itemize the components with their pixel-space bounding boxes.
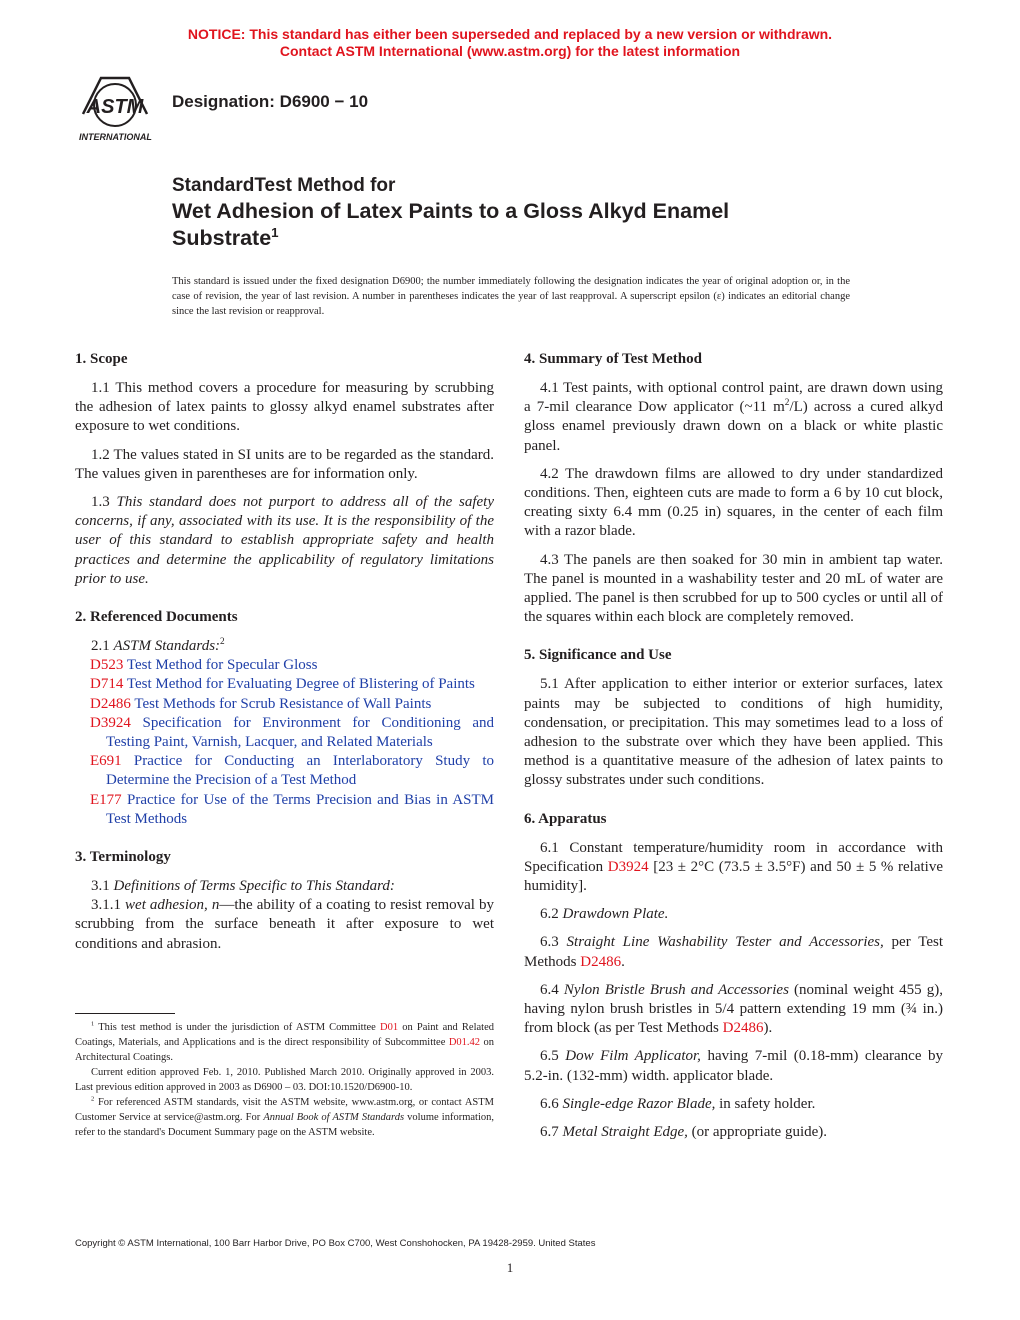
section-significance bbox=[524, 646, 943, 790]
section-referenced-documents bbox=[75, 608, 494, 829]
apparatus-6-1: 6.1 Constant temperature/humidity room in accordance with Specification D3924 [23 ± 2°C (73.5 ± 3.5°F) and 50 ± 5 % relative humidity]. bbox=[524, 839, 943, 895]
scope-1-1: 1.1 This method covers a procedure for measuring by scrubbing the adhesion of latex paints to glossy alkyd enamel substrates after exposure to wet conditions. bbox=[75, 380, 494, 435]
apparatus-6-7: 6.7 Metal Straight Edge, (or appropriate guide). bbox=[540, 1124, 828, 1141]
footnote-1: $^1$ This test method is under the jurisdiction of ASTM Committee D01 on Paint and Related Coatings, Materials, and Applications and is the direct responsibility of Subcommittee D01.42 on Architectural Coatings. bbox=[75, 1020, 494, 1063]
ref-item[interactable]: E177 Practice for Use of the Terms Precision and Bias in ASTM Test Methods bbox=[90, 791, 495, 827]
section-terminology bbox=[75, 848, 494, 954]
ref-item[interactable]: D3924 Specification for Environment for Conditioning and Testing Paint, Varnish, Lacquer, and Related Materials bbox=[90, 714, 494, 751]
section-apparatus bbox=[524, 810, 943, 1143]
right-column bbox=[524, 350, 943, 1161]
footnotes bbox=[75, 1020, 494, 1140]
page-number: 1 bbox=[506, 1260, 514, 1275]
significance-5-1: 5.1 After application to either interior or exterior surfaces, latex paints may be subjected to conditions of high humidity, condensation, or precipitation. This may sometimes lead to a loss of adhesion to the substrate over which they have been applied. This method is a quantitative measure of the adhesion of latex paints to glossy substrates under such conditions. bbox=[524, 676, 943, 789]
ref-link-d3924[interactable]: D3924 bbox=[607, 858, 649, 875]
ref-link-d2486[interactable]: D2486 bbox=[722, 1020, 764, 1037]
ref-link-d01[interactable]: D01 bbox=[380, 1022, 399, 1033]
footnote-divider bbox=[75, 1013, 175, 1014]
notice-line-1: NOTICE: This standard has either been superseded and replaced by a new version or withdrawn. bbox=[187, 26, 833, 42]
title-footnote-mark: 1 bbox=[271, 224, 279, 240]
left-column bbox=[75, 350, 494, 973]
ref-link-d01-42[interactable]: D01.42 bbox=[448, 1037, 481, 1048]
title-line-3: Substrate$^1$ bbox=[172, 224, 279, 250]
document-title bbox=[172, 174, 932, 252]
intro-paragraph: This standard is issued under the fixed designation D6900; the number immediately following the designation indicates the year of original adoption or, in the case of revision, the year of last revision. A number in parentheses indicates the year of last reapproval. A superscript epsilon (ε) indicates an editorial change since the last revision or reapproval. bbox=[172, 276, 850, 317]
apparatus-6-2: 6.2 Drawdown Plate. bbox=[540, 906, 669, 923]
terminology-3-1-1: 3.1.1 wet adhesion, n—the ability of a coating to resist removal by scrubbing from the surface beneath it after exposure to wet conditions and abrasion. bbox=[75, 897, 495, 952]
ref-link-d2486[interactable]: D2486 bbox=[580, 953, 622, 970]
summary-heading: 4. Summary of Test Method bbox=[524, 351, 702, 367]
section-summary bbox=[524, 350, 943, 627]
summary-4-3: 4.3 The panels are then soaked for 30 min in ambient tap water. The panel is mounted in a washability tester and 20 mL of water are applied. The panel is then scrubbed for up to 500 cycles or until all of the squares within each block are completely removed. bbox=[524, 551, 943, 626]
svg-text:ASTM: ASTM bbox=[86, 96, 144, 118]
summary-4-2: 4.2 The drawdown films are allowed to dry under standardized conditions. Then, eighteen cuts are made to form a 6 by 10 cut block, creating sixty 6.4 mm (0.25 in) squares, in the center of each film with a razor blade. bbox=[524, 465, 943, 540]
designation: Designation: D6900 − 10 bbox=[172, 92, 369, 111]
ref-item[interactable]: D2486 Test Methods for Scrub Resistance of Wall Paints bbox=[90, 695, 432, 712]
title-line-1: StandardTest Method for bbox=[172, 175, 396, 196]
astm-logo-icon bbox=[75, 72, 161, 144]
apparatus-6-3: 6.3 Straight Line Washability Tester and Accessories, per Test Methods D2486. bbox=[524, 934, 943, 970]
terminology-3-1: 3.1 Definitions of Terms Specific to This Standard: bbox=[91, 878, 395, 895]
summary-4-1: 4.1 Test paints, with optional control paint, are drawn down using a 7-mil clearance Dow applicator (~11 $m^2/L$) across a cured alkyd gloss enamel previously drawn down on a black or white plastic panel. bbox=[524, 380, 944, 454]
terminology-heading: 3. Terminology bbox=[75, 849, 171, 866]
notice-line-2: Contact ASTM International (www.astm.org) for the latest information bbox=[279, 43, 741, 59]
refdocs-2-1: 2.1 ASTM Standards:$^2$ bbox=[91, 637, 225, 655]
section-scope bbox=[75, 350, 494, 589]
supersede-notice bbox=[0, 26, 1020, 60]
ref-item[interactable]: D714 Test Method for Evaluating Degree of Blistering of Paints bbox=[90, 676, 475, 693]
svg-text:INTERNATIONAL: INTERNATIONAL bbox=[79, 132, 152, 142]
copyright: Copyright © ASTM International, 100 Barr Harbor Drive, PO Box C700, West Conshohocken, PA 19428-2959. United States bbox=[75, 1238, 596, 1249]
significance-heading: 5. Significance and Use bbox=[524, 647, 672, 664]
scope-1-3: 1.3 This standard does not purport to address all of the safety concerns, if any, associated with its use. It is the responsibility of the user of this standard to establish appropriate safety and health practices and determine the applicability of regulatory limitations prior to use. bbox=[75, 494, 495, 587]
apparatus-heading: 6. Apparatus bbox=[524, 810, 607, 827]
apparatus-6-6: 6.6 Single-edge Razor Blade, in safety holder. bbox=[540, 1095, 816, 1112]
footnote-1-approval: Current edition approved Feb. 1, 2010. Published March 2010. Originally approved in 2003. Last previous edition approved in 2003 as D6900 – 03. DOI:10.1520/D6900-10. bbox=[75, 1067, 494, 1093]
scope-heading: 1. Scope bbox=[75, 351, 128, 367]
ref-item[interactable]: D523 Test Method for Specular Gloss bbox=[90, 657, 318, 674]
ref-item[interactable]: E691 Practice for Conducting an Interlaboratory Study to Determine the Precision of a Test Method bbox=[90, 753, 494, 789]
apparatus-6-5: 6.5 Dow Film Applicator, having 7-mil (0.18-mm) clearance by 5.2-in. (132-mm) width. applicator blade. bbox=[524, 1048, 943, 1084]
title-line-2: Wet Adhesion of Latex Paints to a Gloss Alkyd Enamel bbox=[172, 199, 730, 223]
refdocs-heading: 2. Referenced Documents bbox=[75, 609, 238, 626]
footnote-2: $^2$ For referenced ASTM standards, visit the ASTM website, www.astm.org, or contact ASTM Customer Service at service@astm.org. For Annual Book of ASTM Standards volume information, refer to the standard's Document Summary page on the ASTM website. bbox=[75, 1095, 494, 1138]
scope-1-2: 1.2 The values stated in SI units are to be regarded as the standard. The values given in parentheses are for information only. bbox=[75, 446, 494, 482]
apparatus-6-4: 6.4 Nylon Bristle Brush and Accessories (nominal weight 455 g), having nylon brush bristles in 5/4 pattern extending 19 mm (¾ in.) from block (as per Test Methods D2486). bbox=[524, 981, 943, 1037]
